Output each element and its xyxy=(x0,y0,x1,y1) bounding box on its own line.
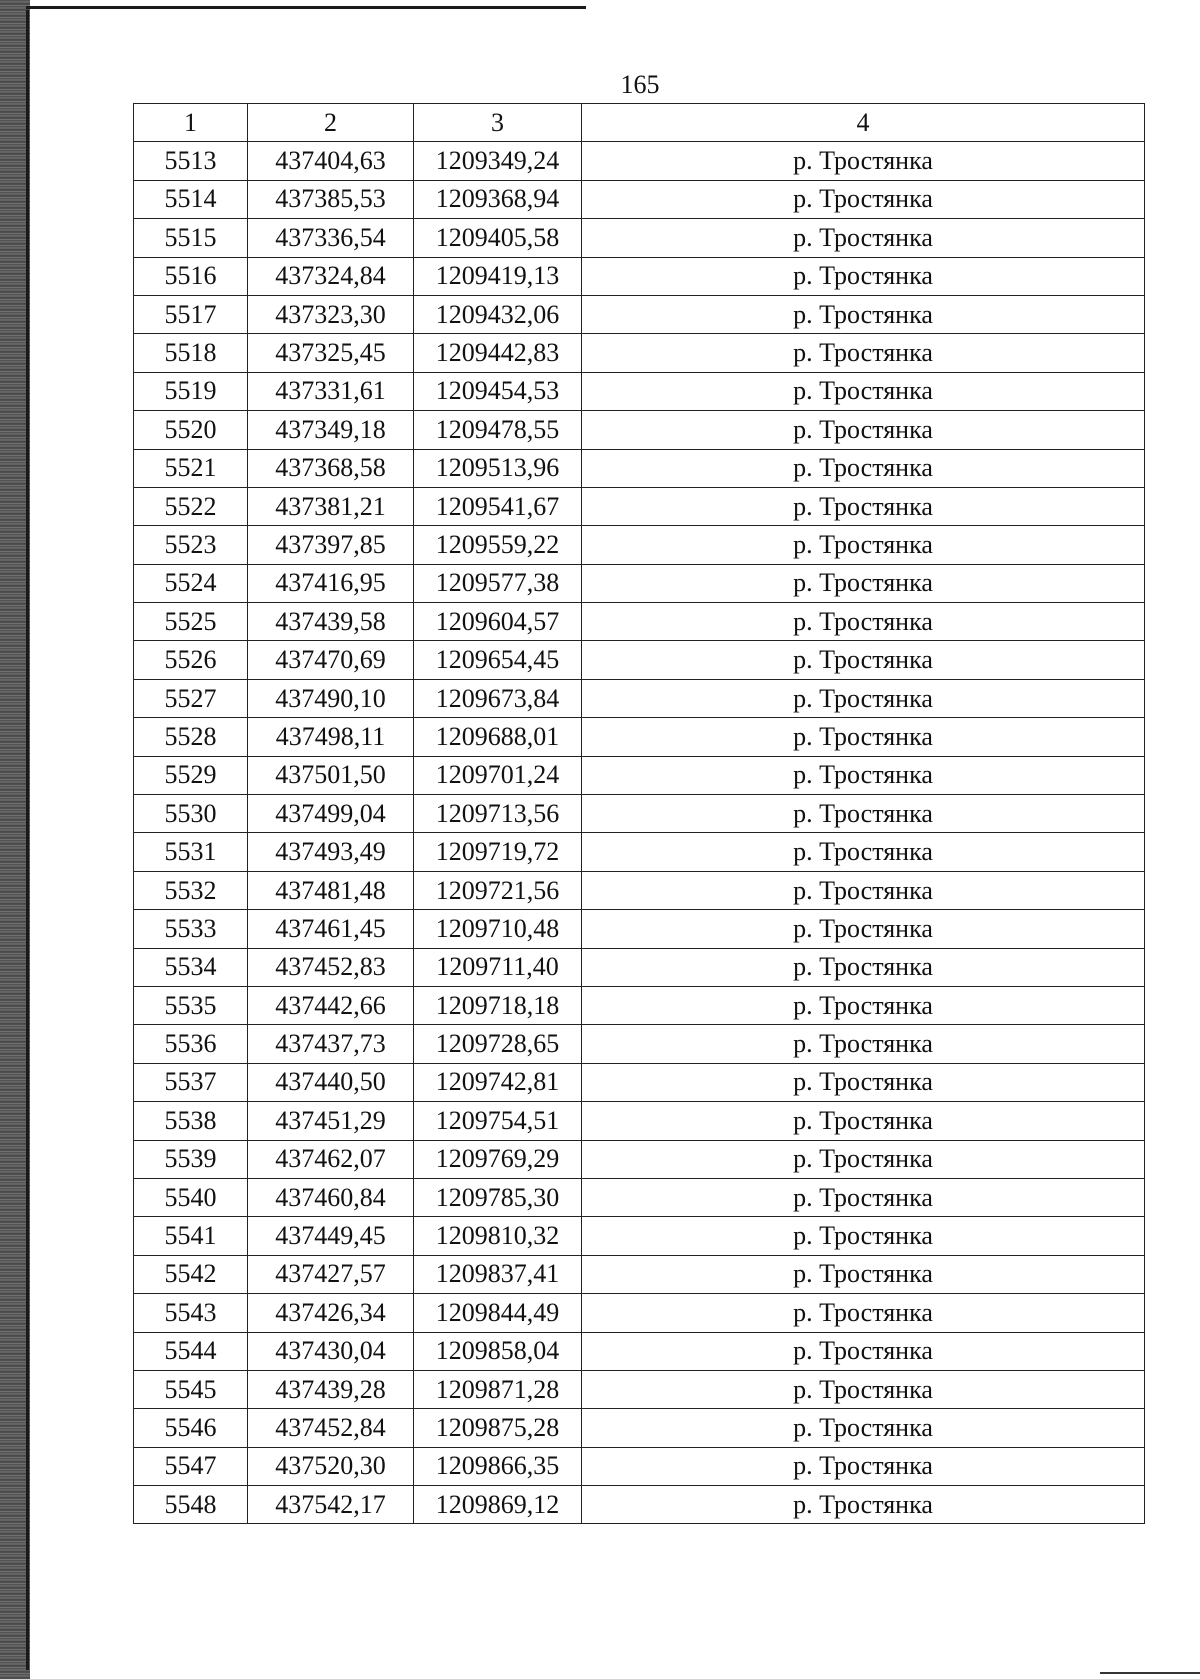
description-cell: р. Тростянка xyxy=(582,449,1145,487)
description-cell: р. Тростянка xyxy=(582,1370,1145,1408)
table-row xyxy=(134,1370,1145,1408)
point-number-cell: 5516 xyxy=(134,257,248,295)
y-coordinate-cell: 1209559,22 xyxy=(414,526,582,564)
x-coordinate-cell: 437451,29 xyxy=(248,1102,414,1140)
x-coordinate-cell: 437452,83 xyxy=(248,948,414,986)
y-coordinate-cell: 1209577,38 xyxy=(414,564,582,602)
x-coordinate-cell: 437542,17 xyxy=(248,1486,414,1524)
point-number-cell: 5538 xyxy=(134,1102,248,1140)
y-coordinate-cell: 1209478,55 xyxy=(414,411,582,449)
description-cell: р. Тростянка xyxy=(582,871,1145,909)
y-coordinate-cell: 1209688,01 xyxy=(414,718,582,756)
point-number-cell: 5528 xyxy=(134,718,248,756)
point-number-cell: 5540 xyxy=(134,1178,248,1216)
y-coordinate-cell: 1209871,28 xyxy=(414,1370,582,1408)
x-coordinate-cell: 437499,04 xyxy=(248,795,414,833)
description-cell: р. Тростянка xyxy=(582,1294,1145,1332)
y-coordinate-cell: 1209785,30 xyxy=(414,1178,582,1216)
table-row xyxy=(134,411,1145,449)
table-row xyxy=(134,1178,1145,1216)
y-coordinate-cell: 1209349,24 xyxy=(414,142,582,180)
y-coordinate-cell: 1209710,48 xyxy=(414,910,582,948)
y-coordinate-cell: 1209713,56 xyxy=(414,795,582,833)
y-coordinate-cell: 1209858,04 xyxy=(414,1332,582,1370)
description-cell: р. Тростянка xyxy=(582,986,1145,1024)
description-cell: р. Тростянка xyxy=(582,679,1145,717)
table-row xyxy=(134,1409,1145,1447)
table-row xyxy=(134,1294,1145,1332)
point-number-cell: 5513 xyxy=(134,142,248,180)
y-coordinate-cell: 1209405,58 xyxy=(414,219,582,257)
y-coordinate-cell: 1209728,65 xyxy=(414,1025,582,1063)
table-row xyxy=(134,948,1145,986)
point-number-cell: 5517 xyxy=(134,295,248,333)
point-number-cell: 5536 xyxy=(134,1025,248,1063)
x-coordinate-cell: 437325,45 xyxy=(248,334,414,372)
table-row xyxy=(134,641,1145,679)
table-row xyxy=(134,718,1145,756)
x-coordinate-cell: 437430,04 xyxy=(248,1332,414,1370)
x-coordinate-cell: 437462,07 xyxy=(248,1140,414,1178)
point-number-cell: 5523 xyxy=(134,526,248,564)
column-header: 4 xyxy=(582,104,1145,142)
table-row xyxy=(134,564,1145,602)
point-number-cell: 5546 xyxy=(134,1409,248,1447)
page-border-left xyxy=(26,10,29,1670)
point-number-cell: 5525 xyxy=(134,603,248,641)
description-cell: р. Тростянка xyxy=(582,795,1145,833)
description-cell: р. Тростянка xyxy=(582,372,1145,410)
point-number-cell: 5532 xyxy=(134,871,248,909)
y-coordinate-cell: 1209442,83 xyxy=(414,334,582,372)
description-cell: р. Тростянка xyxy=(582,1102,1145,1140)
x-coordinate-cell: 437440,50 xyxy=(248,1063,414,1101)
description-cell: р. Тростянка xyxy=(582,411,1145,449)
x-coordinate-cell: 437323,30 xyxy=(248,295,414,333)
description-cell: р. Тростянка xyxy=(582,1332,1145,1370)
table-row xyxy=(134,180,1145,218)
table-row xyxy=(134,526,1145,564)
point-number-cell: 5530 xyxy=(134,795,248,833)
point-number-cell: 5518 xyxy=(134,334,248,372)
point-number-cell: 5521 xyxy=(134,449,248,487)
table-row xyxy=(134,219,1145,257)
table-row xyxy=(134,1140,1145,1178)
x-coordinate-cell: 437520,30 xyxy=(248,1447,414,1485)
y-coordinate-cell: 1209711,40 xyxy=(414,948,582,986)
x-coordinate-cell: 437336,54 xyxy=(248,219,414,257)
table-row xyxy=(134,1447,1145,1485)
point-number-cell: 5533 xyxy=(134,910,248,948)
table-header-row xyxy=(134,104,1145,142)
y-coordinate-cell: 1209718,18 xyxy=(414,986,582,1024)
page-border-top xyxy=(26,6,586,9)
description-cell: р. Тростянка xyxy=(582,1447,1145,1485)
y-coordinate-cell: 1209673,84 xyxy=(414,679,582,717)
point-number-cell: 5515 xyxy=(134,219,248,257)
y-coordinate-cell: 1209654,45 xyxy=(414,641,582,679)
x-coordinate-cell: 437397,85 xyxy=(248,526,414,564)
y-coordinate-cell: 1209721,56 xyxy=(414,871,582,909)
x-coordinate-cell: 437460,84 xyxy=(248,1178,414,1216)
point-number-cell: 5535 xyxy=(134,986,248,1024)
x-coordinate-cell: 437452,84 xyxy=(248,1409,414,1447)
point-number-cell: 5547 xyxy=(134,1447,248,1485)
y-coordinate-cell: 1209742,81 xyxy=(414,1063,582,1101)
column-header: 2 xyxy=(248,104,414,142)
point-number-cell: 5544 xyxy=(134,1332,248,1370)
x-coordinate-cell: 437470,69 xyxy=(248,641,414,679)
x-coordinate-cell: 437381,21 xyxy=(248,487,414,525)
x-coordinate-cell: 437449,45 xyxy=(248,1217,414,1255)
table-row xyxy=(134,372,1145,410)
x-coordinate-cell: 437442,66 xyxy=(248,986,414,1024)
description-cell: р. Тростянка xyxy=(582,142,1145,180)
description-cell: р. Тростянка xyxy=(582,295,1145,333)
table-row xyxy=(134,1025,1145,1063)
description-cell: р. Тростянка xyxy=(582,487,1145,525)
table-row xyxy=(134,257,1145,295)
table-row xyxy=(134,910,1145,948)
y-coordinate-cell: 1209810,32 xyxy=(414,1217,582,1255)
description-cell: р. Тростянка xyxy=(582,1255,1145,1293)
point-number-cell: 5541 xyxy=(134,1217,248,1255)
point-number-cell: 5548 xyxy=(134,1486,248,1524)
y-coordinate-cell: 1209719,72 xyxy=(414,833,582,871)
y-coordinate-cell: 1209368,94 xyxy=(414,180,582,218)
x-coordinate-cell: 437404,63 xyxy=(248,142,414,180)
y-coordinate-cell: 1209875,28 xyxy=(414,1409,582,1447)
table-row xyxy=(134,756,1145,794)
point-number-cell: 5542 xyxy=(134,1255,248,1293)
column-header: 1 xyxy=(134,104,248,142)
point-number-cell: 5534 xyxy=(134,948,248,986)
description-cell: р. Тростянка xyxy=(582,1486,1145,1524)
description-cell: р. Тростянка xyxy=(582,948,1145,986)
description-cell: р. Тростянка xyxy=(582,526,1145,564)
x-coordinate-cell: 437324,84 xyxy=(248,257,414,295)
page-border-bottom xyxy=(1100,1672,1200,1674)
x-coordinate-cell: 437481,48 xyxy=(248,871,414,909)
description-cell: р. Тростянка xyxy=(582,641,1145,679)
table-row xyxy=(134,1217,1145,1255)
table-row xyxy=(134,487,1145,525)
table-row xyxy=(134,871,1145,909)
description-cell: р. Тростянка xyxy=(582,1025,1145,1063)
y-coordinate-cell: 1209769,29 xyxy=(414,1140,582,1178)
table-row xyxy=(134,833,1145,871)
table-row xyxy=(134,603,1145,641)
y-coordinate-cell: 1209541,67 xyxy=(414,487,582,525)
y-coordinate-cell: 1209604,57 xyxy=(414,603,582,641)
table-row xyxy=(134,679,1145,717)
description-cell: р. Тростянка xyxy=(582,257,1145,295)
point-number-cell: 5531 xyxy=(134,833,248,871)
description-cell: р. Тростянка xyxy=(582,1140,1145,1178)
y-coordinate-cell: 1209454,53 xyxy=(414,372,582,410)
point-number-cell: 5526 xyxy=(134,641,248,679)
point-number-cell: 5529 xyxy=(134,756,248,794)
table-row xyxy=(134,334,1145,372)
table-row xyxy=(134,1102,1145,1140)
x-coordinate-cell: 437439,58 xyxy=(248,603,414,641)
x-coordinate-cell: 437331,61 xyxy=(248,372,414,410)
table-row xyxy=(134,1332,1145,1370)
point-number-cell: 5522 xyxy=(134,487,248,525)
table-row xyxy=(134,795,1145,833)
x-coordinate-cell: 437349,18 xyxy=(248,411,414,449)
x-coordinate-cell: 437439,28 xyxy=(248,1370,414,1408)
description-cell: р. Тростянка xyxy=(582,910,1145,948)
description-cell: р. Тростянка xyxy=(582,1217,1145,1255)
y-coordinate-cell: 1209419,13 xyxy=(414,257,582,295)
table-row xyxy=(134,142,1145,180)
coordinates-table xyxy=(133,103,1145,1524)
point-number-cell: 5520 xyxy=(134,411,248,449)
x-coordinate-cell: 437426,34 xyxy=(248,1294,414,1332)
x-coordinate-cell: 437427,57 xyxy=(248,1255,414,1293)
x-coordinate-cell: 437493,49 xyxy=(248,833,414,871)
x-coordinate-cell: 437368,58 xyxy=(248,449,414,487)
point-number-cell: 5543 xyxy=(134,1294,248,1332)
x-coordinate-cell: 437490,10 xyxy=(248,679,414,717)
description-cell: р. Тростянка xyxy=(582,718,1145,756)
description-cell: р. Тростянка xyxy=(582,219,1145,257)
description-cell: р. Тростянка xyxy=(582,756,1145,794)
x-coordinate-cell: 437461,45 xyxy=(248,910,414,948)
x-coordinate-cell: 437385,53 xyxy=(248,180,414,218)
y-coordinate-cell: 1209513,96 xyxy=(414,449,582,487)
point-number-cell: 5519 xyxy=(134,372,248,410)
point-number-cell: 5527 xyxy=(134,679,248,717)
page-number: 165 xyxy=(620,70,660,99)
description-cell: р. Тростянка xyxy=(582,833,1145,871)
table-row xyxy=(134,1486,1145,1524)
y-coordinate-cell: 1209837,41 xyxy=(414,1255,582,1293)
description-cell: р. Тростянка xyxy=(582,603,1145,641)
x-coordinate-cell: 437501,50 xyxy=(248,756,414,794)
point-number-cell: 5539 xyxy=(134,1140,248,1178)
y-coordinate-cell: 1209754,51 xyxy=(414,1102,582,1140)
description-cell: р. Тростянка xyxy=(582,564,1145,602)
table-row xyxy=(134,295,1145,333)
y-coordinate-cell: 1209869,12 xyxy=(414,1486,582,1524)
y-coordinate-cell: 1209701,24 xyxy=(414,756,582,794)
x-coordinate-cell: 437437,73 xyxy=(248,1025,414,1063)
table-body xyxy=(134,142,1145,1524)
point-number-cell: 5537 xyxy=(134,1063,248,1101)
description-cell: р. Тростянка xyxy=(582,1063,1145,1101)
table-row xyxy=(134,449,1145,487)
table-row xyxy=(134,986,1145,1024)
x-coordinate-cell: 437416,95 xyxy=(248,564,414,602)
point-number-cell: 5545 xyxy=(134,1370,248,1408)
point-number-cell: 5514 xyxy=(134,180,248,218)
y-coordinate-cell: 1209844,49 xyxy=(414,1294,582,1332)
column-header: 3 xyxy=(414,104,582,142)
x-coordinate-cell: 437498,11 xyxy=(248,718,414,756)
point-number-cell: 5524 xyxy=(134,564,248,602)
table-row xyxy=(134,1063,1145,1101)
description-cell: р. Тростянка xyxy=(582,180,1145,218)
description-cell: р. Тростянка xyxy=(582,334,1145,372)
y-coordinate-cell: 1209432,06 xyxy=(414,295,582,333)
y-coordinate-cell: 1209866,35 xyxy=(414,1447,582,1485)
description-cell: р. Тростянка xyxy=(582,1178,1145,1216)
description-cell: р. Тростянка xyxy=(582,1409,1145,1447)
table-row xyxy=(134,1255,1145,1293)
